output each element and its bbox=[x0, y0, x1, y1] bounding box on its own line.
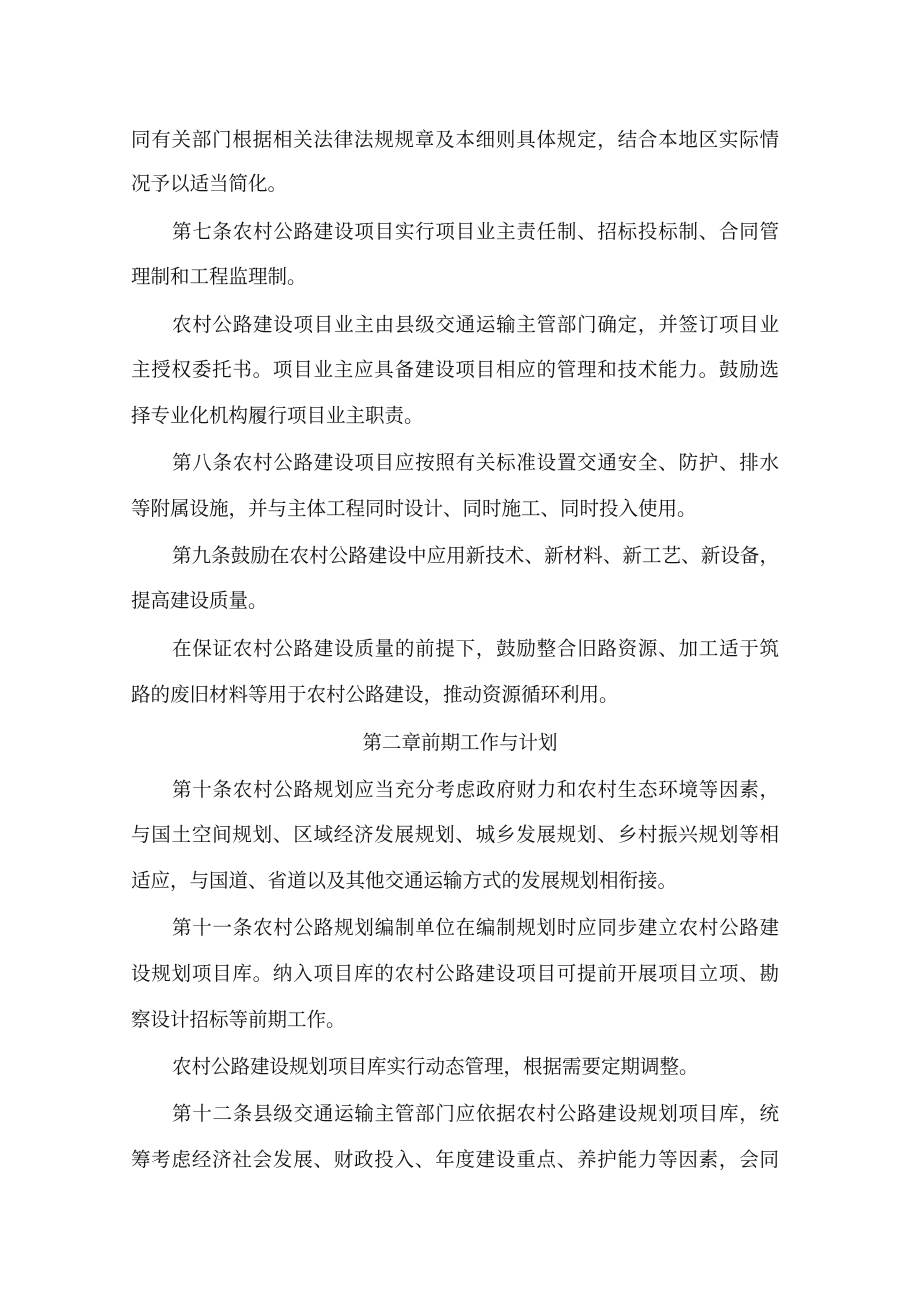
text-line: 路的废旧材料等用于农村公路建设，推动资源循环利用。 bbox=[131, 683, 619, 706]
text-line: 第七条农村公路建设项目实行项目业主责任制、招标投标制、合同管 bbox=[172, 220, 779, 243]
text-line: 适应，与国道、省道以及其他交通运输方式的发展规划相衔接。 bbox=[131, 869, 678, 892]
text-line: 与国土空间规划、区域经济发展规划、城乡发展规划、乡村振兴规划等相 bbox=[131, 823, 779, 846]
text-line: 农村公路建设项目业主由县级交通运输主管部门确定，并签订项目业 bbox=[172, 313, 779, 336]
text-line: 农村公路建设规划项目库实行动态管理，根据需要定期调整。 bbox=[172, 1055, 699, 1078]
text-line: 第十一条农村公路规划编制单位在编制规划时应同步建立农村公路建 bbox=[172, 916, 779, 939]
text-line: 筹考虑经济社会发展、财政投入、年度建设重点、养护能力等因素，会同 bbox=[131, 1148, 779, 1171]
text-line: 第十条农村公路规划应当充分考虑政府财力和农村生态环境等因素， bbox=[172, 778, 779, 801]
text-line: 第十二条县级交通运输主管部门应依据农村公路建设规划项目库，统 bbox=[172, 1102, 779, 1125]
text-line: 理制和工程监理制。 bbox=[131, 265, 307, 288]
text-line: 第八条农村公路建设项目应按照有关标准设置交通安全、防护、排水 bbox=[172, 451, 779, 474]
text-line: 第九条鼓励在农村公路建设中应用新技术、新材料、新工艺、新设备， bbox=[172, 544, 779, 567]
text-line: 在保证农村公路建设质量的前提下，鼓励整合旧路资源、加工适于筑 bbox=[172, 637, 779, 660]
text-line: 察设计招标等前期工作。 bbox=[131, 1008, 346, 1031]
text-line: 择专业化机构履行项目业主职责。 bbox=[131, 404, 424, 427]
text-line: 同有关部门根据相关法律法规规章及本细则具体规定，结合本地区实际情 bbox=[131, 128, 779, 151]
text-line: 等附属设施，并与主体工程同时设计、同时施工、同时投入使用。 bbox=[131, 497, 697, 520]
text-line: 况予以适当简化。 bbox=[131, 172, 288, 195]
text-line: 提高建设质量。 bbox=[131, 589, 268, 612]
text-line: 设规划项目库。纳入项目库的农村公路建设项目可提前开展项目立项、勘 bbox=[131, 962, 779, 985]
text-line: 主授权委托书。项目业主应具备建设项目相应的管理和技术能力。鼓励选 bbox=[131, 358, 779, 381]
chapter-title: 第二章前期工作与计划 bbox=[362, 731, 558, 754]
